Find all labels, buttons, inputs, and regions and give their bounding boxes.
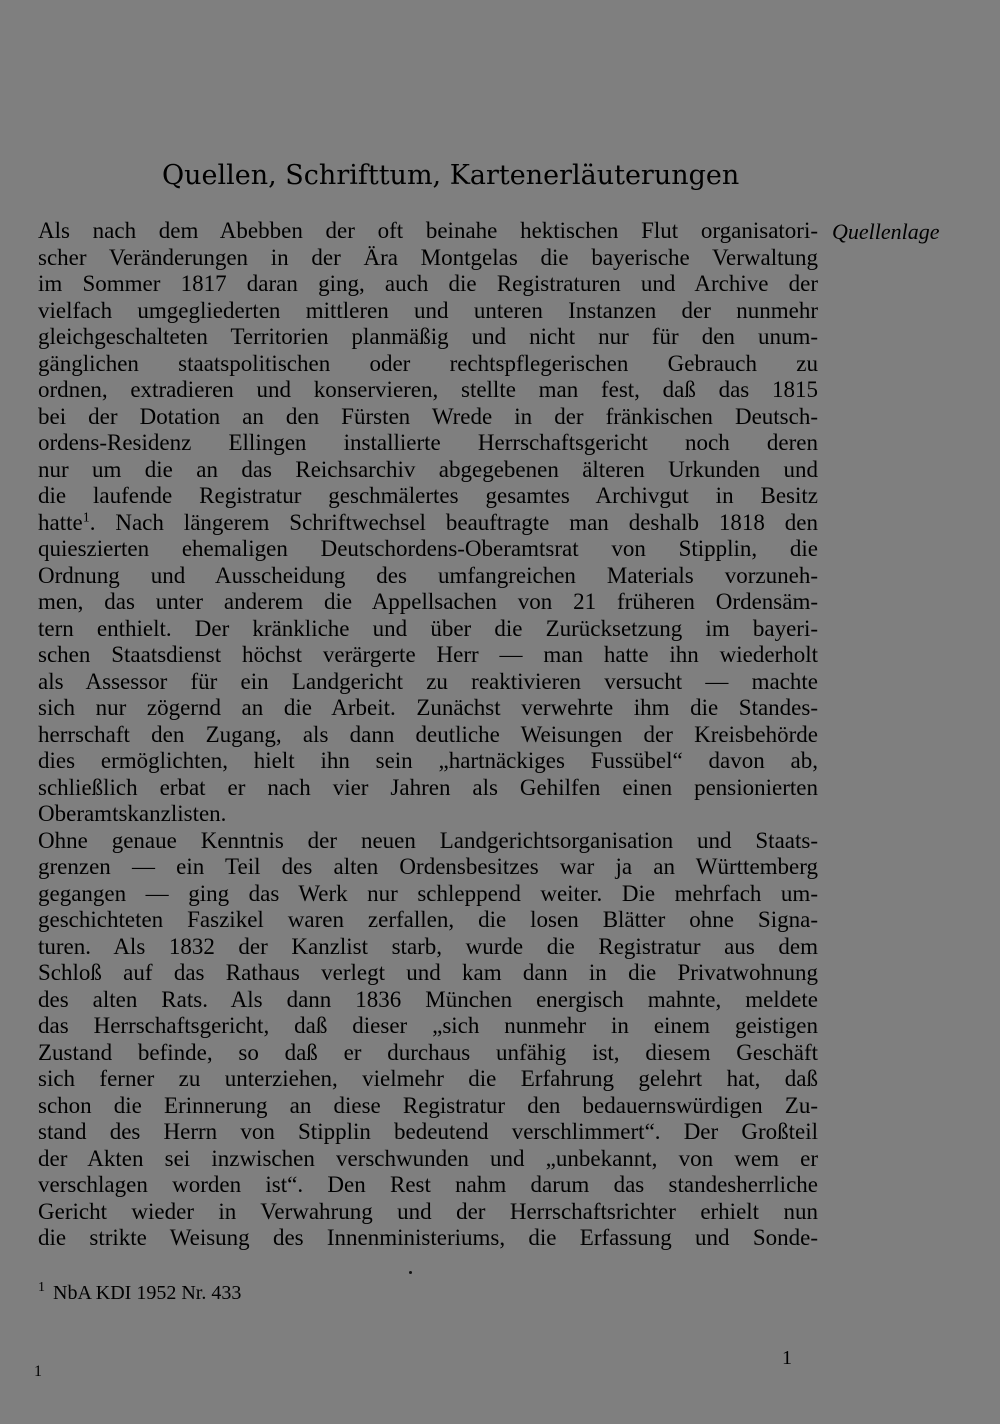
page-number: 1 xyxy=(782,1347,792,1369)
text-line: stand des Herrn von Stipplin bedeutend verschlimmert“. Der Großteil xyxy=(38,1119,818,1144)
text-line: die strikte Weisung des Innenministeriums, die Erfassung und Sonde- xyxy=(38,1225,818,1250)
page-title: Quellen, Schrifttum, Kartenerläuterungen xyxy=(162,160,740,191)
text-line: bei der Dotation an den Fürsten Wrede in der fränkischen Deutsch- xyxy=(38,403,818,429)
text-line: schen Staatsdienst höchst verärgerte Herr — man hatte ihn wiederholt xyxy=(38,642,818,667)
text-fragment: . Nach längerem Schriftwechsel beauftragte man deshalb 1818 den xyxy=(89,509,818,535)
text-line: turen. Als 1832 der Kanzlist starb, wurde die Registratur aus dem xyxy=(38,933,818,959)
text-line: sich nur zögernd an die Arbeit. Zunächst verwehrte ihm die Standes- xyxy=(38,695,818,720)
text-line: ordnen, extradieren und konservieren, stellte man fest, daß das 1815 xyxy=(38,377,818,402)
text-line: dies ermöglichten, hielt ihn sein „hartnäckiges Fussübel“ davon ab, xyxy=(38,748,818,773)
text-line: grenzen — ein Teil des alten Ordensbesitzes war ja an Württemberg xyxy=(38,854,818,879)
text-line: vielfach umgegliederten mittleren und unteren Instanzen der nunmehr xyxy=(38,297,818,323)
text-line: Ordnung und Ausscheidung des umfangreichen Materials vorzuneh- xyxy=(38,562,818,588)
text-line: verschlagen worden ist“. Den Rest nahm darum das standesherrliche xyxy=(38,1172,818,1197)
text-line: Oberamtskanzlisten. xyxy=(38,801,227,826)
text-line: gänglichen staatspolitischen oder rechtspflegerischen Gebrauch zu xyxy=(38,350,818,376)
paragraph xyxy=(38,828,818,1252)
text-line: ordens-Residenz Ellingen installierte Herrschaftsgericht noch deren xyxy=(38,430,818,455)
text-line: im Sommer 1817 daran ging, auch die Registraturen und Archive der xyxy=(38,271,818,296)
text-fragment: hatte xyxy=(38,509,83,535)
text-line: als Assessor für ein Landgericht zu reaktivieren versucht — machte xyxy=(38,668,818,694)
corner-mark: 1 xyxy=(34,1363,42,1380)
text-line: das Herrschaftsgericht, daß dieser „sich nunmehr in einem geistigen xyxy=(38,1013,818,1038)
text-line: der Akten sei inzwischen verschwunden und „unbekannt, von wem er xyxy=(38,1145,818,1171)
text-line: gleichgeschalteten Territorien planmäßig und nicht nur für den unum- xyxy=(38,324,818,349)
text-line: nur um die an das Reichsarchiv abgegebenen älteren Urkunden und xyxy=(38,456,818,482)
text-line: herrschaft den Zugang, als dann deutliche Weisungen der Kreisbehörde xyxy=(38,721,818,747)
text-line: des alten Rats. Als dann 1836 München energisch mahnte, meldete xyxy=(38,986,818,1012)
footnote xyxy=(38,1280,241,1306)
text-line: Ohne genaue Kenntnis der neuen Landgerichtsorganisation und Staats- xyxy=(38,827,818,853)
text-line: sich ferner zu unterziehen, vielmehr die Erfahrung gelehrt hat, daß xyxy=(38,1066,818,1091)
text-line-with-footnote xyxy=(38,510,818,537)
text-line: scher Veränderungen in der Ära Montgelas die bayerische Verwaltung xyxy=(38,244,818,270)
text-line: Schloß auf das Rathaus verlegt und kam dann in die Privatwohnung xyxy=(38,960,818,985)
footnote-reference: 1 xyxy=(82,509,90,525)
footnote-number: 1 xyxy=(38,1280,45,1296)
paragraph xyxy=(38,218,818,828)
scan-speck xyxy=(409,1271,412,1274)
text-line: men, das unter anderem die Appellsachen von 21 früheren Ordensäm- xyxy=(38,589,818,614)
text-line: Zustand befinde, so daß er durchaus unfähig ist, diesem Geschäft xyxy=(38,1039,818,1065)
text-line: Gericht wieder in Verwahrung und der Herrschaftsrichter erhielt nun xyxy=(38,1198,818,1224)
footnote-text: NbA KDI 1952 Nr. 433 xyxy=(53,1282,242,1304)
text-line: quieszierten ehemaligen Deutschordens-Oberamtsrat von Stipplin, die xyxy=(38,536,818,561)
text-line: schon die Erinnerung an diese Registratur den bedauernswürdigen Zu- xyxy=(38,1092,818,1118)
text-line: schließlich erbat er nach vier Jahren als Gehilfen einen pensionierten xyxy=(38,774,818,800)
text-line: Als nach dem Abebben der oft beinahe hektischen Flut organisatori- xyxy=(38,218,818,243)
text-line: tern enthielt. Der kränkliche und über die Zurücksetzung im bayeri- xyxy=(38,615,818,641)
body-text xyxy=(38,218,818,1252)
text-line: gegangen — ging das Werk nur schleppend weiter. Die mehrfach um- xyxy=(38,880,818,906)
margin-note: Quellenlage xyxy=(832,219,940,244)
text-line: die laufende Registratur geschmälertes gesamtes Archivgut in Besitz xyxy=(38,483,818,508)
text-line: geschichteten Faszikel waren zerfallen, die losen Blätter ohne Signa- xyxy=(38,907,818,932)
